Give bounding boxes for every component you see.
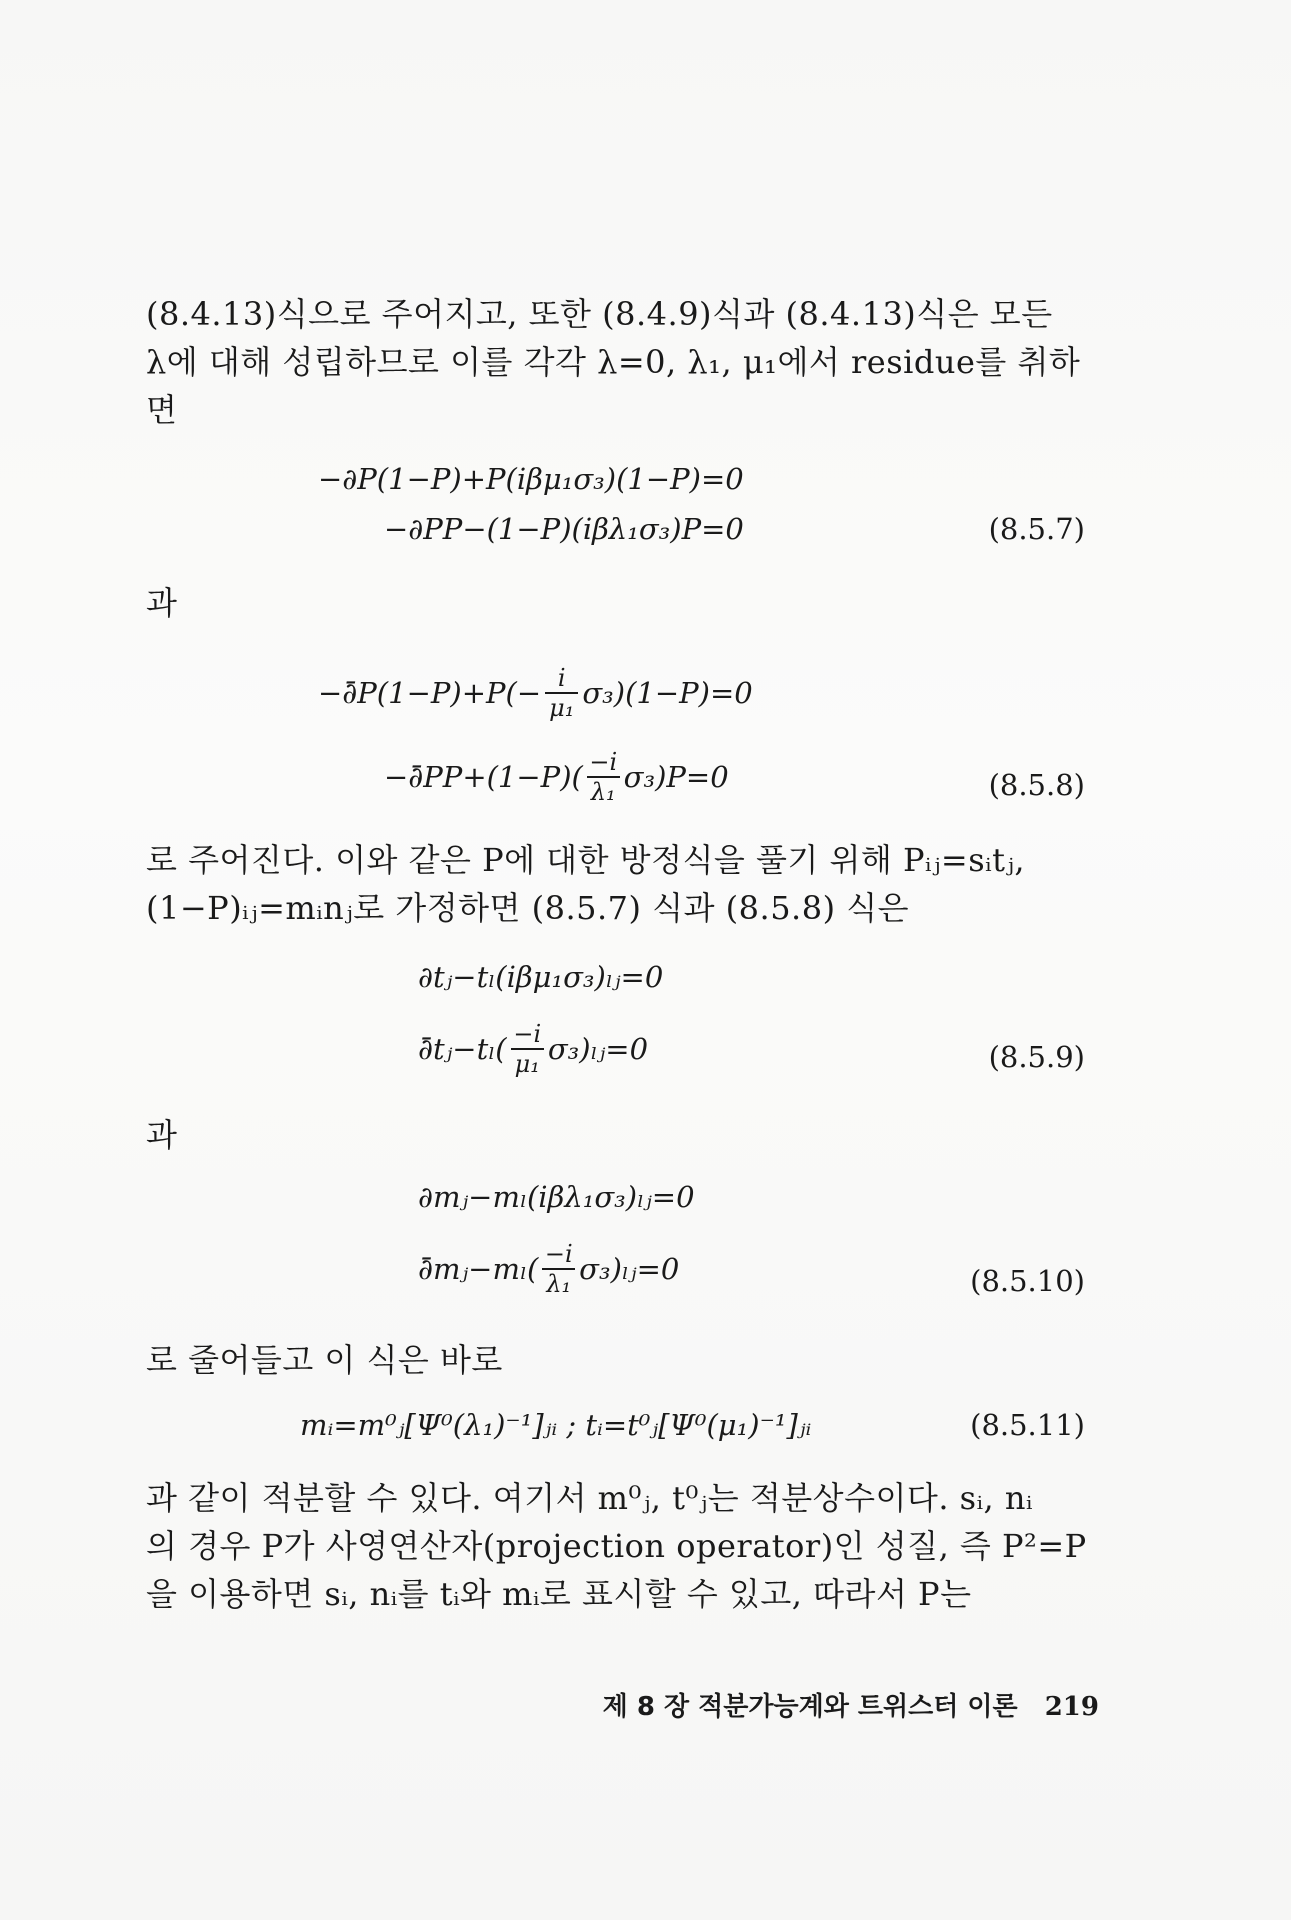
equation-number: (8.5.8) bbox=[988, 768, 1085, 802]
denominator: μ₁ bbox=[511, 1048, 544, 1078]
paragraph-integration bbox=[146, 1474, 1106, 1618]
text-line: 면 bbox=[146, 391, 178, 429]
eq-part: ∂̄mⱼ−mₗ( bbox=[418, 1252, 539, 1286]
text-line: (1−P)ᵢⱼ=mᵢnⱼ로 가정하면 (8.5.7) 식과 (8.5.8) 식은 bbox=[146, 889, 910, 927]
connector-word: 과 bbox=[146, 1116, 177, 1154]
denominator: λ₁ bbox=[542, 1268, 575, 1298]
equation-number: (8.5.9) bbox=[988, 1040, 1085, 1074]
text-line: 로 줄어들고 이 식은 바로 bbox=[146, 1341, 503, 1379]
connector-word: 과 bbox=[146, 584, 177, 622]
equation-8-5-7-line1: −∂P(1−P)+P(iβμ₁σ₃)(1−P)=0 bbox=[318, 462, 744, 496]
numerator: i bbox=[557, 664, 566, 692]
equation-8-5-8-line1 bbox=[318, 664, 753, 722]
fraction bbox=[587, 748, 620, 806]
eq-part: −∂̄PP+(1−P)( bbox=[384, 760, 583, 794]
paragraph-intro bbox=[146, 290, 1106, 434]
text-line: 의 경우 P가 사영연산자(projection operator)인 성질, 즉 P²=P bbox=[146, 1527, 1087, 1565]
text-line: 과 같이 적분할 수 있다. 여기서 m⁰ⱼ, t⁰ⱼ는 적분상수이다. sᵢ, nᵢ bbox=[146, 1479, 1033, 1517]
page-footer bbox=[603, 1686, 1099, 1723]
paragraph-assumption bbox=[146, 836, 1106, 932]
eq-part: σ₃)P=0 bbox=[623, 760, 729, 794]
page-number: 219 bbox=[1044, 1692, 1099, 1722]
equation-8-5-9-line1: ∂tⱼ−tₗ(iβμ₁σ₃)ₗⱼ=0 bbox=[418, 960, 664, 994]
equation-number: (8.5.7) bbox=[988, 512, 1085, 546]
equation-number: (8.5.11) bbox=[970, 1408, 1085, 1442]
chapter-title: 제 8 장 적분가능계와 트위스터 이론 bbox=[602, 1692, 1018, 1722]
equation-8-5-10-line1: ∂mⱼ−mₗ(iβλ₁σ₃)ₗⱼ=0 bbox=[418, 1180, 695, 1214]
equation-8-5-10-line2 bbox=[418, 1240, 679, 1298]
equation-8-5-8-line2 bbox=[384, 748, 729, 806]
text-line: (8.4.13)식으로 주어지고, 또한 (8.4.9)식과 (8.4.13)식은 모든 bbox=[146, 295, 1053, 333]
equation-8-5-11: mᵢ=m⁰ⱼ[Ψ⁰(λ₁)⁻¹]ⱼᵢ ; tᵢ=t⁰ⱼ[Ψ⁰(μ₁)⁻¹]ⱼᵢ bbox=[300, 1408, 812, 1442]
fraction bbox=[511, 1020, 544, 1078]
text-line: 을 이용하면 sᵢ, nᵢ를 tᵢ와 mᵢ로 표시할 수 있고, 따라서 P는 bbox=[146, 1575, 972, 1613]
numerator: −i bbox=[589, 748, 618, 776]
fraction bbox=[545, 664, 578, 722]
fraction bbox=[542, 1240, 575, 1298]
eq-part: σ₃)(1−P)=0 bbox=[582, 676, 753, 710]
text-line: λ에 대해 성립하므로 이를 각각 λ=0, λ₁, μ₁에서 residue를 취하 bbox=[146, 343, 1081, 381]
denominator: μ₁ bbox=[545, 692, 578, 722]
equation-number: (8.5.10) bbox=[970, 1264, 1085, 1298]
numerator: −i bbox=[513, 1020, 542, 1048]
numerator: −i bbox=[544, 1240, 573, 1268]
eq-part: ∂̄tⱼ−tₗ( bbox=[418, 1032, 507, 1066]
equation-8-5-9-line2 bbox=[418, 1020, 648, 1078]
equation-8-5-7-line2: −∂PP−(1−P)(iβλ₁σ₃)P=0 bbox=[384, 512, 744, 546]
eq-part: −∂̄P(1−P)+P(− bbox=[318, 676, 542, 710]
paragraph-reduce bbox=[146, 1336, 1106, 1384]
eq-part: σ₃)ₗⱼ=0 bbox=[547, 1032, 649, 1066]
eq-part: σ₃)ₗⱼ=0 bbox=[579, 1252, 680, 1286]
text-line: 로 주어진다. 이와 같은 P에 대한 방정식을 풀기 위해 Pᵢⱼ=sᵢtⱼ, bbox=[146, 841, 1026, 879]
denominator: λ₁ bbox=[587, 776, 620, 806]
